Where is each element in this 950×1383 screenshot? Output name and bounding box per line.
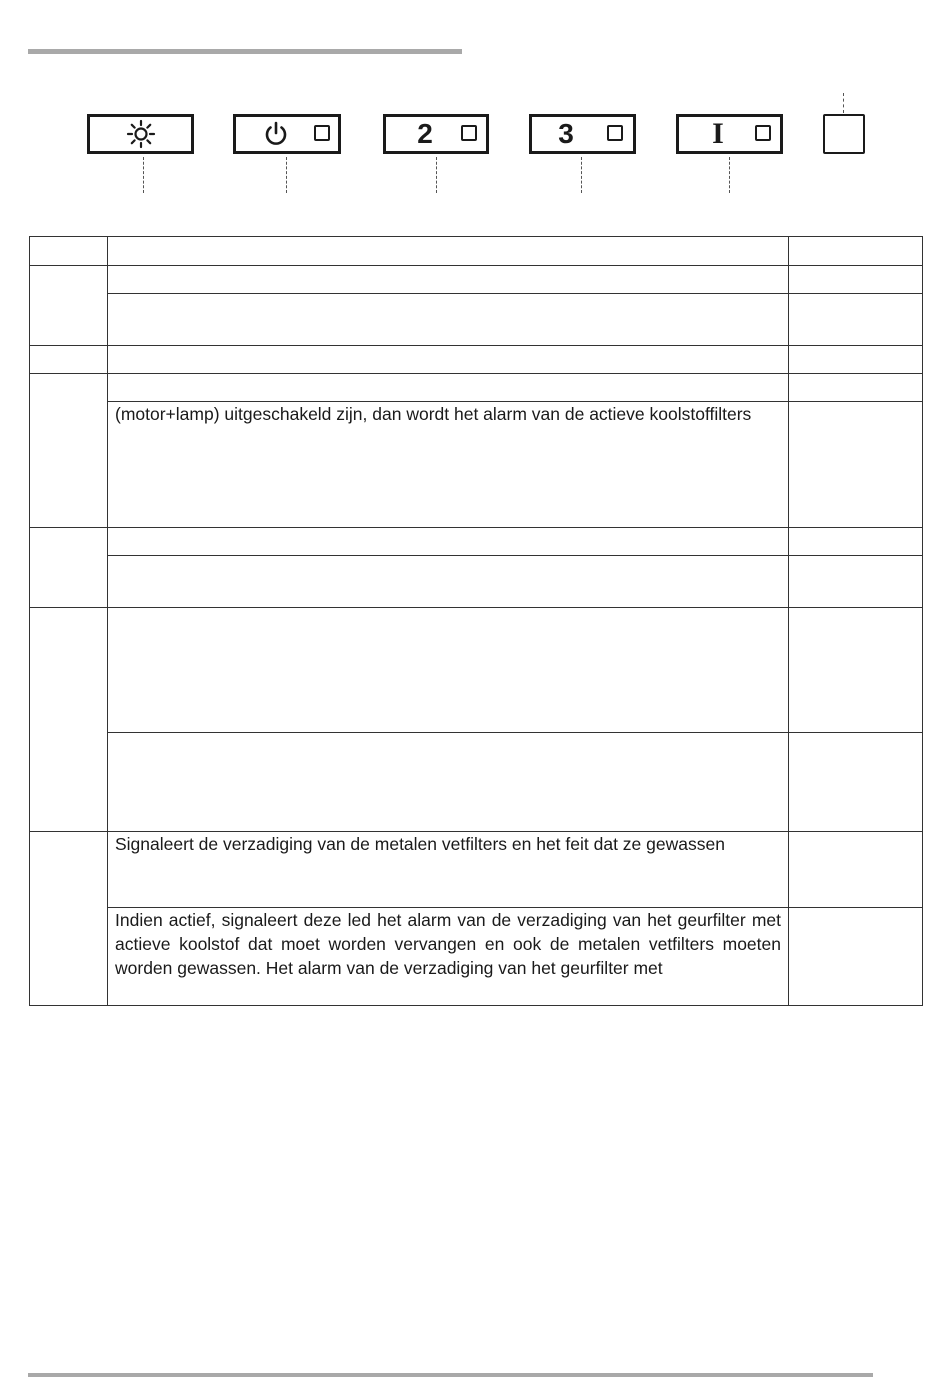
bottom-rule [28,1373,873,1377]
table-row [30,266,923,294]
leader-line-intensive [729,157,730,193]
leader-line-power [286,157,287,193]
leader-line-filter-led [843,93,844,113]
table-cell [108,346,789,374]
table-cell [789,346,923,374]
table-cell [30,832,108,1006]
leader-line-speed-3 [581,157,582,193]
table-cell [789,402,923,528]
row-text-carbon-filter-alarm: (motor+lamp) uitgeschakeld zijn, dan wordt het alarm van de actieve koolstoffilters [108,402,789,528]
table-cell [789,237,923,266]
function-table [29,236,923,1006]
speed-3-label: 3 [558,118,574,149]
speed-3-led-indicator [607,125,623,141]
intensive-led-indicator [755,125,771,141]
table-cell [789,294,923,346]
speed-2-key[interactable] [383,114,489,154]
table-cell [108,237,789,266]
table-row [30,556,923,608]
table-cell [789,733,923,832]
table-cell [789,528,923,556]
table-row [30,608,923,733]
speed-3-key[interactable] [529,114,636,154]
table-cell [108,528,789,556]
table-cell [108,294,789,346]
row-text-grease-filter-saturation: Signaleert de verzadiging van de metalen vetfilters en het feit dat ze gewassen [108,832,789,908]
table-cell [108,556,789,608]
table-cell [30,266,108,346]
table-cell [108,374,789,402]
table-row [30,528,923,556]
speed-2-label: 2 [417,118,433,149]
table-cell [789,908,923,1006]
speed-2-led-indicator [461,125,477,141]
table-row [30,402,923,528]
intensive-key[interactable] [676,114,783,154]
table-cell [789,832,923,908]
table-cell [30,528,108,608]
table-row [30,294,923,346]
table-cell [30,608,108,832]
table-row [30,832,923,908]
table-cell [30,237,108,266]
light-key[interactable] [87,114,194,154]
intensive-label: I [712,117,724,150]
table-row [30,374,923,402]
table-row [30,908,923,1006]
table-cell [108,266,789,294]
power-icon [258,117,294,151]
leader-line-light [143,157,144,193]
table-cell [30,374,108,528]
filter-led-box [823,114,865,154]
sun-icon [90,117,191,151]
table-cell [789,374,923,402]
power-led-indicator [314,125,330,141]
table-cell [108,733,789,832]
table-cell [789,266,923,294]
table-row [30,346,923,374]
power-key[interactable] [233,114,341,154]
leader-line-speed-2 [436,157,437,193]
table-row [30,237,923,266]
table-row [30,733,923,832]
table-cell [30,346,108,374]
control-panel-diagram [0,0,950,200]
table-cell [789,608,923,733]
table-cell [108,608,789,733]
table-cell [789,556,923,608]
row-text-odour-filter-alarm: Indien actief, signaleert deze led het alarm van de verzadiging van het geurfilter met actieve koolstof dat moet worden vervangen en ook de metalen vetfilters moeten worden gewassen. Het alarm van de verzadiging van het geurfilter met [108,908,789,1006]
